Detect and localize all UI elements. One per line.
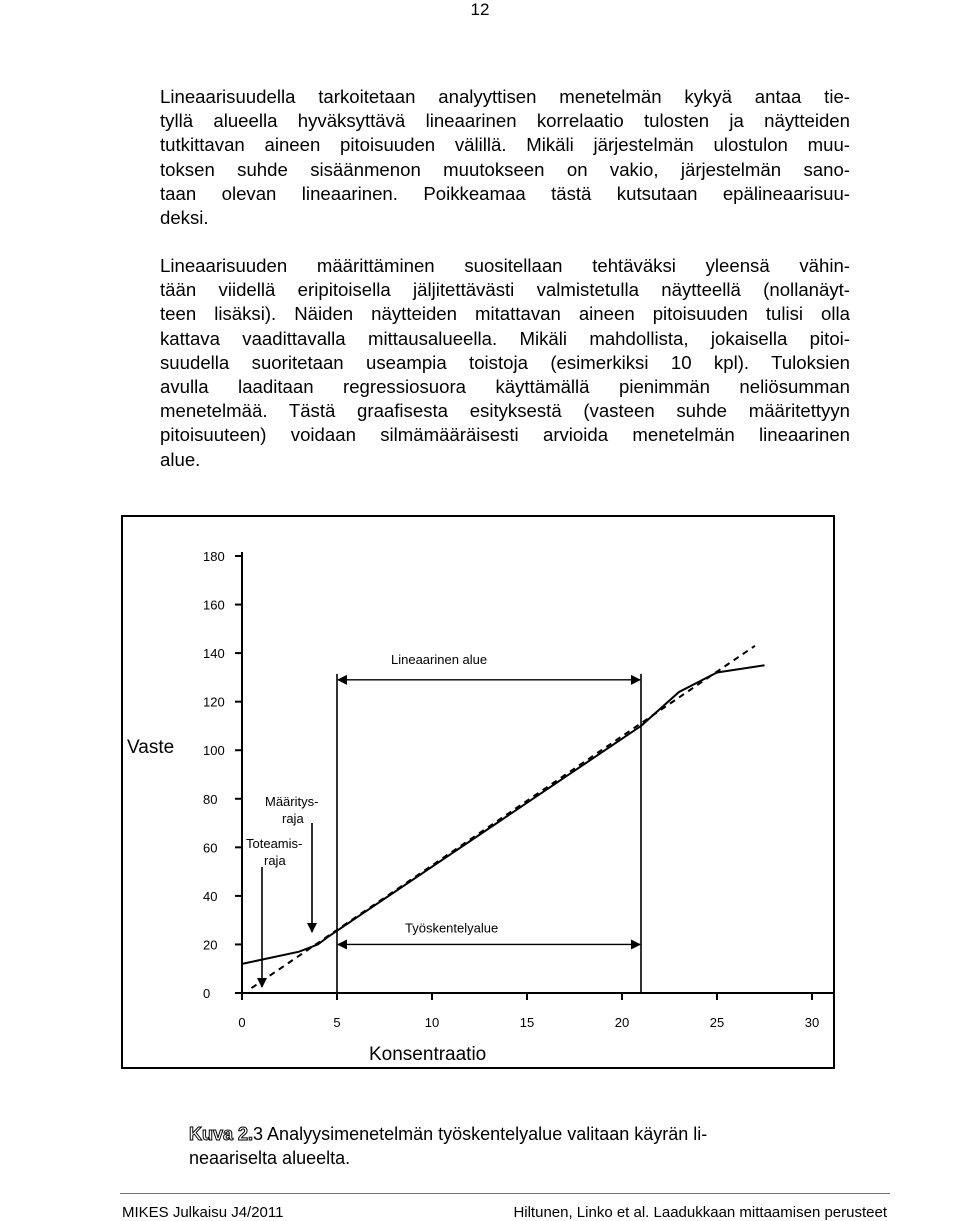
text-line: pitoisuuteen) voidaan silmämääräisesti arvioida menetelmän lineaarinen: [160, 424, 850, 446]
caption-prefix: Kuva 2.: [189, 1124, 254, 1144]
text-line: teen lisäksi). Näiden näytteiden mitattavan aineen pitoisuuden tulisi olla: [160, 303, 850, 325]
x-tick-label: 30: [804, 1015, 820, 1030]
linearity-figure: [121, 515, 835, 1069]
text-line: Lineaarisuuden määrittäminen suositellaan tehtäväksi yleensä vähin-: [160, 255, 850, 276]
x-tick-label: 5: [333, 1015, 341, 1030]
text-line: menetelmää. Tästä graafisesta esityksestä (vasteen suhde määritettyyn: [160, 400, 850, 422]
y-axis-label: Vaste: [127, 737, 175, 758]
text-line: suudella suoritetaan useampia toistoja (esimerkiksi 10 kpl). Tuloksien: [160, 351, 850, 373]
text-line: tään viidellä eripitoisella jäljitettävästi valmistetulla näytteellä (nollanäyt-: [160, 279, 850, 301]
y-tick-label: 20: [203, 937, 218, 953]
linearity-chart: [123, 517, 833, 1067]
text-line: tyllä alueella hyväksyttävä lineaarinen korrelaatio tulosten ja näytteiden: [160, 110, 850, 132]
y-tick-label: 40: [203, 888, 218, 904]
detection-limit-label: raja: [264, 853, 286, 868]
working-range-label: Työskentelyalue: [405, 920, 499, 936]
quantification-limit-label: Määritys-: [265, 794, 319, 809]
figure-caption: [189, 1122, 769, 1170]
x-tick-label: 0: [238, 1015, 246, 1030]
footer-publication: MIKES Julkaisu J4/2011: [122, 1204, 284, 1221]
text-line: kattava vaadittavalla mittausalueella. Mikäli mahdollista, jokaisella pitoi-: [160, 327, 850, 349]
x-tick-label: 25: [709, 1015, 725, 1030]
text-line: toksen suhde sisäänmenon muutokseen on vakio, järjestelmän sano-: [160, 158, 850, 180]
text-line: Lineaarisuudella tarkoitetaan analyyttisen menetelmän kykyä antaa tie-: [160, 86, 850, 107]
x-axis-label: Konsentraatio: [369, 1044, 487, 1065]
text-line: avulla laaditaan regressiosuora käyttämällä pienimmän neliösumman: [160, 376, 850, 398]
paragraph-linearity-determination: [160, 254, 850, 472]
caption-text-line2: neaariselta alueelta.: [189, 1148, 351, 1168]
y-tick-label: 160: [203, 597, 225, 613]
x-tick-label: 10: [424, 1015, 440, 1030]
y-tick-label: 100: [203, 743, 225, 759]
linear-range-label: Lineaarinen alue: [391, 651, 488, 667]
y-tick-label: 0: [203, 986, 211, 1001]
footer-divider: [120, 1193, 890, 1194]
detection-limit-label: Toteamis-: [246, 836, 303, 851]
y-tick-label: 120: [203, 694, 225, 710]
y-tick-label: 180: [203, 549, 225, 564]
page-number: 12: [470, 0, 490, 19]
quantification-limit-label: raja: [282, 811, 304, 826]
text-line: tutkittavan aineen pitoisuuden välillä. Mikäli järjestelmän ulostulon muu-: [160, 134, 850, 156]
x-tick-label: 15: [519, 1015, 535, 1030]
caption-text-line1: 3 Analyysimenetelmän työskentelyalue valitaan käyrän li-: [253, 1124, 708, 1144]
text-line: alue.: [160, 448, 201, 470]
text-line: taan olevan lineaarinen. Poikkeamaa tästä kutsutaan epälineaarisuu-: [160, 182, 850, 204]
footer-authors: Hiltunen, Linko et al. Laadukkaan mittaamisen perusteet: [513, 1204, 887, 1221]
y-tick-label: 60: [203, 840, 218, 856]
y-tick-label: 80: [203, 791, 218, 807]
y-tick-label: 140: [203, 646, 225, 662]
text-line: deksi.: [160, 207, 209, 229]
series-line-linear-fit: [252, 646, 756, 988]
series-line-response: [242, 665, 765, 964]
paragraph-linearity-definition: [160, 85, 850, 230]
x-tick-label: 20: [614, 1015, 630, 1030]
